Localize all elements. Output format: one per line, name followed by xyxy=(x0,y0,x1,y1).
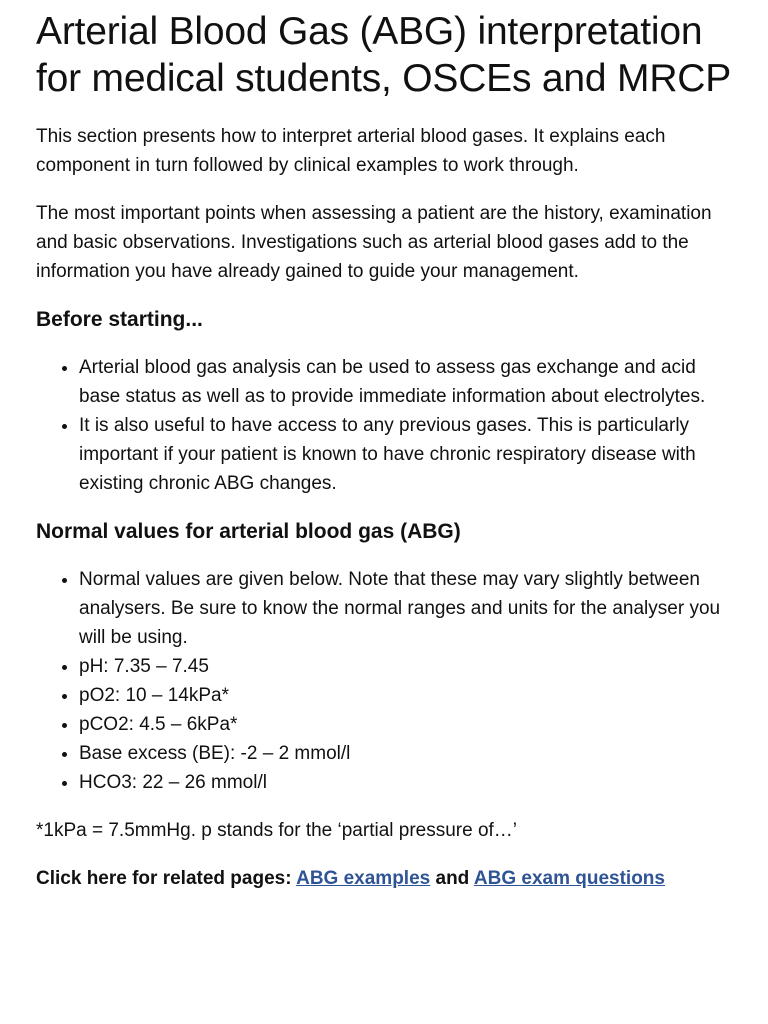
list-item: • pO2: 10 – 14kPa* xyxy=(79,681,732,710)
list-item: • Base excess (BE): -2 – 2 mmol/l xyxy=(79,739,732,768)
before-starting-heading: Before starting... xyxy=(36,308,203,331)
list-item: • pH: 7.35 – 7.45 xyxy=(79,652,732,681)
list-item: • HCO3: 22 – 26 mmol/l xyxy=(79,768,732,797)
list-item: • Normal values are given below. Note that these may vary slightly between analysers. Be sure to know the normal ranges and units for the analyser you will be using. xyxy=(79,565,732,652)
list-item: • Arterial blood gas analysis can be used to assess gas exchange and acid base status as well as to provide immediate information about electrolytes. xyxy=(79,353,732,411)
related-prefix: Click here for related pages: xyxy=(36,868,297,889)
list-item: • pCO2: 4.5 – 6kPa* xyxy=(79,710,732,739)
related-joiner: and xyxy=(430,868,474,889)
page-title: Arterial Blood Gas (ABG) interpretation for medical students, OSCEs and MRCP xyxy=(36,10,732,100)
normal-values-list xyxy=(36,565,732,797)
normal-values-heading: Normal values for arterial blood gas (ABG) xyxy=(36,520,461,543)
related-pages xyxy=(36,864,732,893)
intro-paragraph-1: This section presents how to interpret arterial blood gases. It explains each component in turn followed by clinical examples to work through. xyxy=(36,126,666,176)
abg-exam-questions-link[interactable]: ABG exam questions xyxy=(473,868,665,889)
units-footnote: *1kPa = 7.5mmHg. p stands for the ‘partial pressure of…’ xyxy=(36,820,518,841)
abg-examples-link[interactable]: ABG examples xyxy=(296,868,431,889)
before-starting-list xyxy=(36,353,732,498)
list-item: • It is also useful to have access to any previous gases. This is particularly important if your patient is known to have chronic respiratory disease with existing chronic ABG changes. xyxy=(79,411,732,498)
intro-paragraph-2: The most important points when assessing a patient are the history, examination and basic observations. Investigations such as arterial blood gases add to the information you have already gained to guide your management. xyxy=(36,203,712,282)
